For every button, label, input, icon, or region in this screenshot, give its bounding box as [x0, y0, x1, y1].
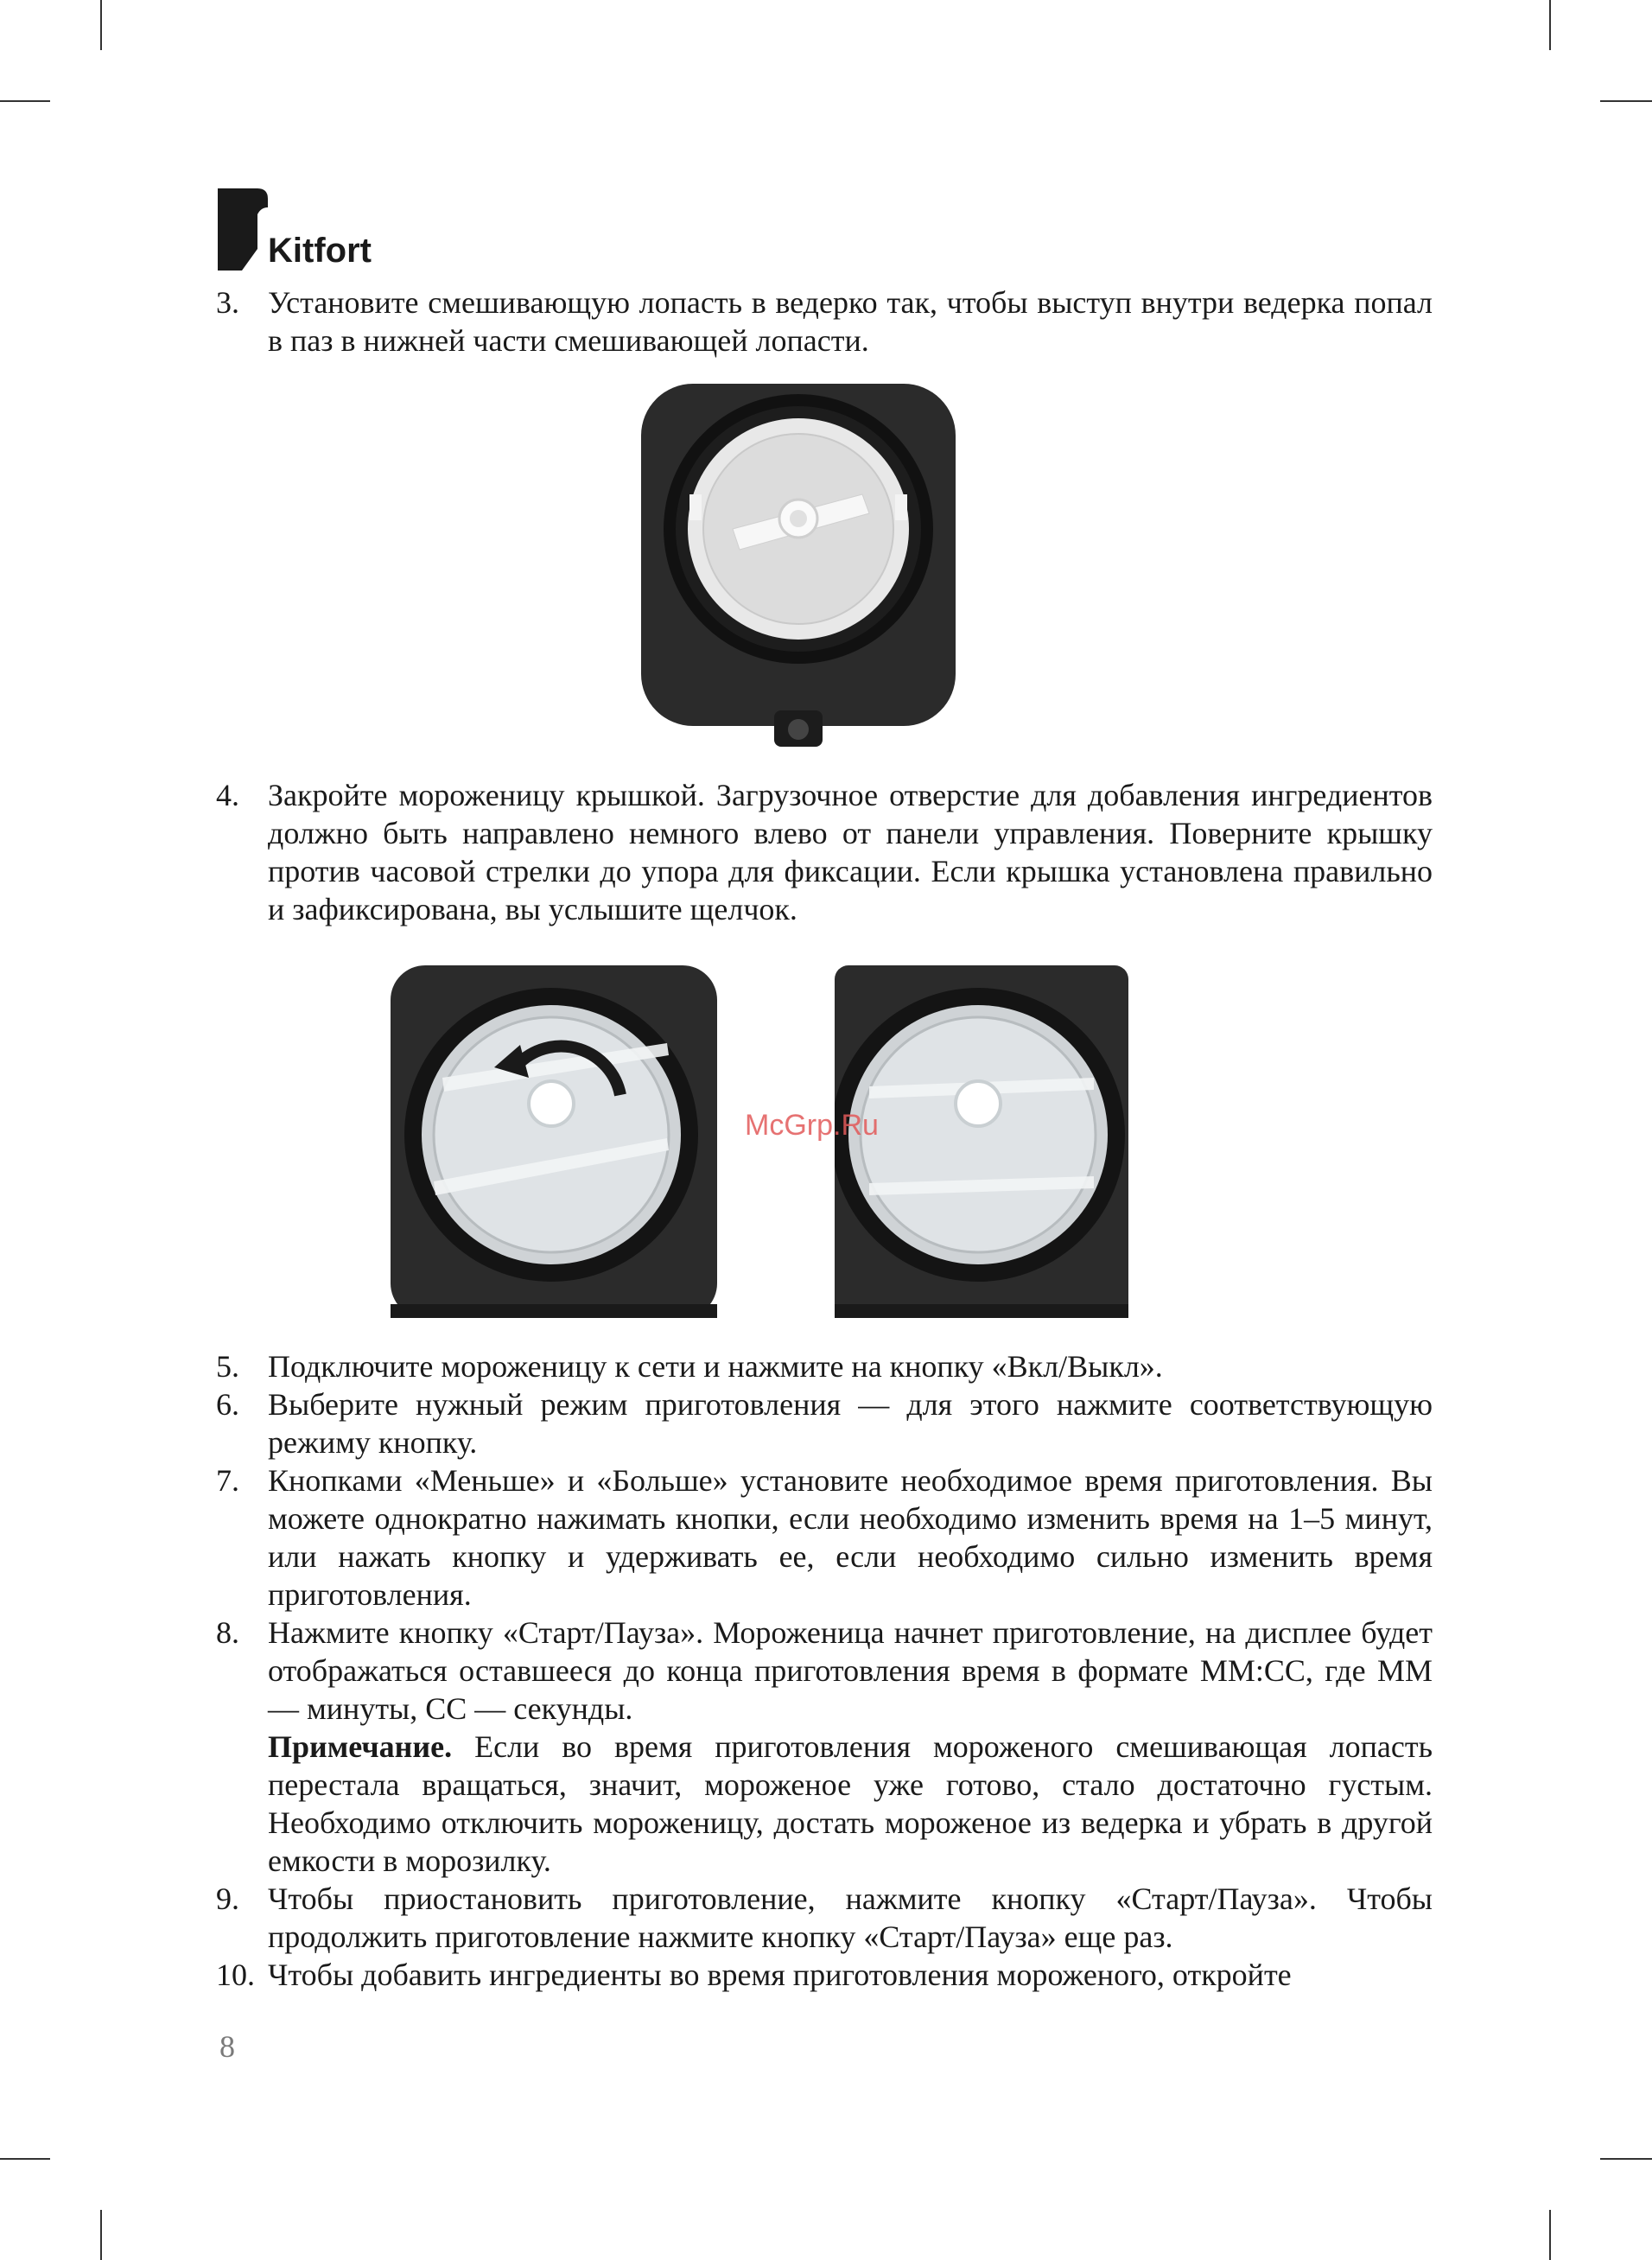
step-text: Подключите мороженицу к сети и нажмите на кнопку «Вкл/Выкл». [268, 1349, 1163, 1384]
crop-mark [100, 0, 102, 50]
step-text: Закройте мороженицу крышкой. Загрузочное отверстие для добавления ингредиентов должно быть направлено немного влево от панели управления. Поверните крышку против часовой стрелки до упора для фиксации. Если крышка установлена правильно и зафиксирована, вы услышите щелчок. [268, 778, 1433, 926]
list-item [216, 1614, 1433, 1880]
note-lead: Примечание. [268, 1729, 453, 1764]
step-text: Выберите нужный режим приготовления — для этого нажмите соответствующую режиму кнопку. [268, 1387, 1433, 1460]
photo-bucket-with-paddle [638, 382, 959, 755]
crop-mark [0, 100, 50, 102]
step-text: Кнопками «Меньше» и «Больше» установите необходимое время приготовления. Вы можете однократно нажимать кнопки, если необходимо изменить время на 1–5 минут, или нажать кнопку и удерживать ее, если необходимо сильно изменить время приготовления. [268, 1463, 1433, 1612]
page-number: 8 [219, 2029, 235, 2064]
list-item [216, 1956, 1433, 1994]
list-item [216, 1880, 1433, 1956]
list-item [216, 283, 1433, 360]
watermark: McGrp.Ru [745, 1109, 879, 1142]
crop-mark [0, 2158, 50, 2160]
steps-list-bottom [216, 1347, 1433, 1994]
photo-lid-fixed [835, 965, 1128, 1318]
step-text: Чтобы добавить ингредиенты во время приготовления мороженого, откройте [268, 1958, 1292, 1992]
step-number: 3. [216, 285, 239, 320]
crop-mark [1600, 100, 1652, 102]
brand-logo-text: Kitfort [268, 232, 372, 270]
crop-mark [1549, 2210, 1551, 2260]
list-item [216, 1347, 1433, 1385]
step-number: 4. [216, 778, 239, 812]
step-number: 5. [216, 1349, 239, 1384]
note-paragraph [268, 1728, 1433, 1880]
list-item [216, 1461, 1433, 1614]
step-number: 8. [216, 1615, 239, 1650]
list-item [216, 776, 1433, 928]
photo-lid-rotation [391, 965, 717, 1318]
step-text: Нажмите кнопку «Старт/Пауза». Мороженица начнет приготовление, на дисплее будет отображаться оставшееся до конца приготовления время в формате ММ:СС, где ММ — минуты, СС — секунды. [268, 1615, 1433, 1726]
crop-mark [1600, 2158, 1652, 2160]
step-number: 7. [216, 1463, 239, 1498]
step-number: 10. [216, 1958, 255, 1992]
step-number: 6. [216, 1387, 239, 1422]
crop-mark [100, 2210, 102, 2260]
step-text: Установите смешивающую лопасть в ведерко так, чтобы выступ внутри ведерка попал в паз в нижней части смешивающей лопасти. [268, 285, 1433, 358]
steps-list-top [216, 283, 1433, 360]
step-text: Чтобы приостановить приготовление, нажмите кнопку «Старт/Пауза». Чтобы продолжить приготовление нажмите кнопку «Старт/Пауза» еще раз. [268, 1881, 1433, 1954]
list-item [216, 1385, 1433, 1461]
step-number: 9. [216, 1881, 239, 1916]
crop-mark [1549, 0, 1551, 50]
note-text: Если во время приготовления мороженого смешивающая лопасть перестала вращаться, значит, мороженое уже готово, стало достаточно густым. Необходимо отключить мороженицу, достать мороженое из ведерка и убрать в другой емкости в морозилку. [268, 1729, 1433, 1878]
steps-list-middle [216, 776, 1433, 928]
